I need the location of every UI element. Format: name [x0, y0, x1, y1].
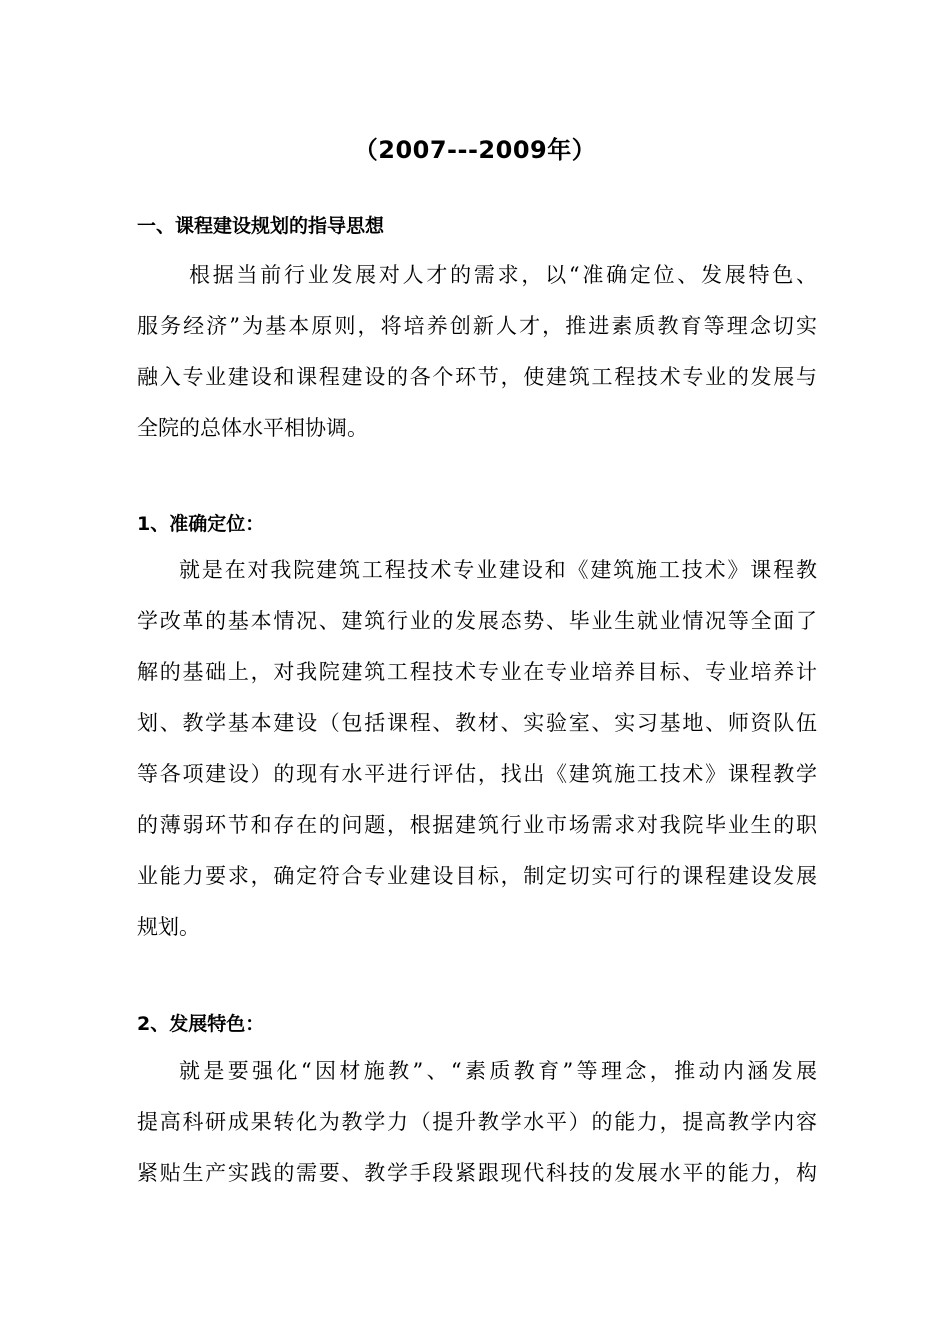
document-title: （2007---2009年）: [353, 136, 597, 164]
paragraph-development-features: [137, 1046, 817, 1199]
paragraph-line: 提高科研成果转化为教学力（提升教学水平）的能力，提高教学内容: [137, 1110, 817, 1134]
paragraph-line: 学改革的基本情况、建筑行业的发展态势、毕业生就业情况等全面了: [137, 609, 817, 633]
paragraph-line: 业能力要求，确定符合专业建设目标，制定切实可行的课程建设发展: [137, 864, 817, 888]
paragraph-line: 融入专业建设和课程建设的各个环节，使建筑工程技术专业的发展与: [137, 365, 817, 389]
paragraph-guiding-ideology: [137, 250, 817, 454]
paragraph-line: 解的基础上，对我院建筑工程技术专业在专业培养目标、专业培养计: [137, 660, 817, 684]
paragraph-line: 划、教学基本建设（包括课程、教材、实验室、实习基地、师资队伍: [137, 711, 817, 735]
subsection-heading-development-features: 2、发展特色：: [137, 1013, 265, 1035]
paragraph-line: 等各项建设）的现有水平进行评估，找出《建筑施工技术》课程教学: [137, 762, 817, 786]
paragraph-accurate-positioning: [137, 519, 817, 953]
paragraph-line: 服务经济”为基本原则，将培养创新人才，推进素质教育等理念切实: [137, 314, 817, 338]
paragraph-line: 就是在对我院建筑工程技术专业建设和《建筑施工技术》课程教: [179, 558, 817, 582]
subsection-heading-accurate-positioning: 1、准确定位：: [137, 513, 265, 535]
paragraph-line: 紧贴生产实践的需要、教学手段紧跟现代科技的发展水平的能力，构: [137, 1161, 817, 1185]
paragraph-line: 根据当前行业发展对人才的需求，以“准确定位、发展特色、: [189, 263, 817, 287]
paragraph-line: 规划。: [137, 915, 200, 939]
paragraph-line: 全院的总体水平相协调。: [137, 416, 368, 440]
paragraph-line: 的薄弱环节和存在的问题，根据建筑行业市场需求对我院毕业生的职: [137, 813, 817, 837]
paragraph-line: 就是要强化“因材施教”、“素质教育”等理念，推动内涵发展: [179, 1059, 817, 1083]
section-heading-guiding-ideology: 一、课程建设规划的指导思想: [137, 215, 385, 237]
